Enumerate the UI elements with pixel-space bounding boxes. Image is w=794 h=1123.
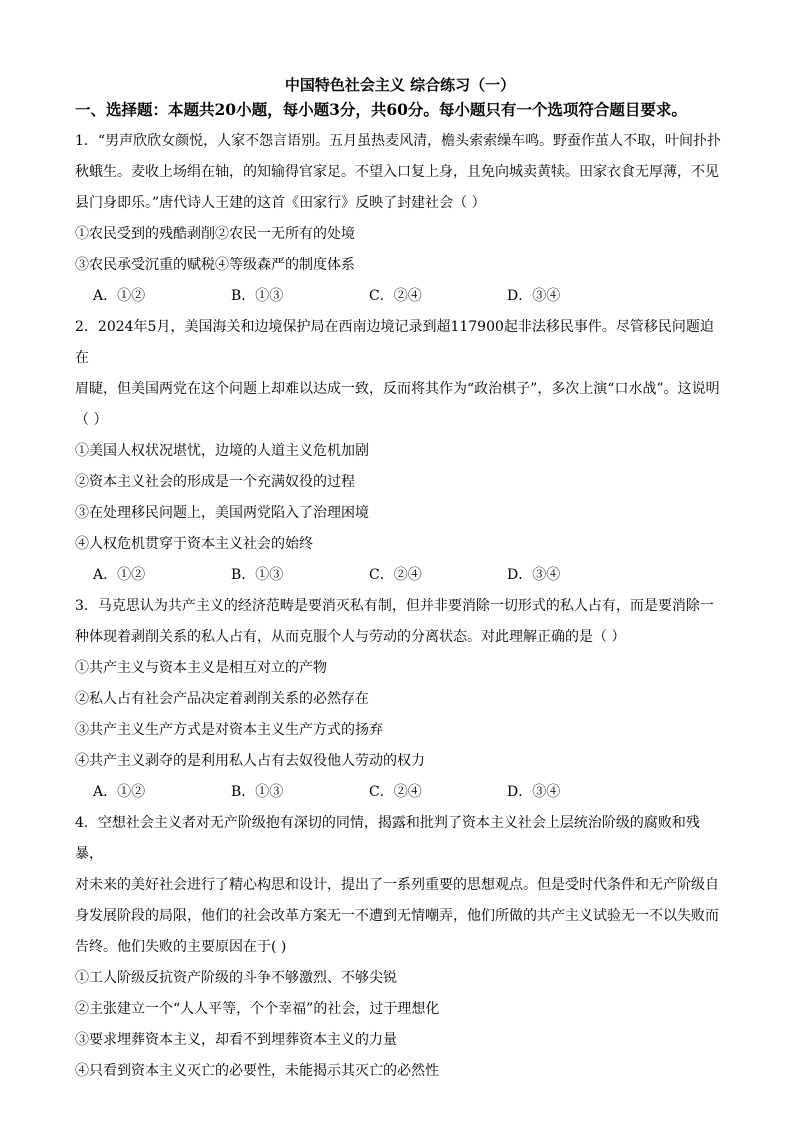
statement-option: ①农民受到的残酷剥削②农民一无所有的处境	[75, 226, 355, 242]
answer-choice: A．①②	[93, 567, 146, 583]
answer-choice: A．①②	[93, 288, 146, 304]
answer-choice: C．②④	[369, 784, 422, 800]
question-stem-line: 身发展阶段的局限，他们的社会改革方案无一不遭到无情嘲弄，他们所做的共产主义试验无一不以失败而	[75, 908, 719, 924]
question-stem-line: 4．空想社会主义者对无产阶级抱有深切的同情，揭露和批判了资本主义社会上层统治阶级的腐败和残暴，	[75, 815, 700, 862]
question-list	[75, 126, 725, 1087]
section-heading: 一、选择题：本题共20小题，每小题3分，共60分。每小题只有一个选项符合题目要求。	[75, 100, 687, 119]
statement-option: ②主张建立一个“人人平等，个个幸福”的社会，过于理想化	[75, 1001, 440, 1017]
page-title: 中国特色社会主义 综合练习（一）	[284, 76, 516, 94]
question-stem-line: 3．马克思认为共产主义的经济范畴是要消灭私有制，但并非要消除一切形式的私人占有，而是要消除一	[75, 598, 714, 614]
statement-option: ③要求埋葬资本主义，却看不到埋葬资本主义的力量	[75, 1032, 397, 1048]
page-content	[75, 74, 725, 1087]
question-stem-line: 种体现着剥削关系的私人占有，从而克服个人与劳动的分离状态。对此理解正确的是（ ）	[75, 629, 626, 645]
question-stem-line: 眉睫，但美国两党在这个问题上却难以达成一致，反而将其作为“政治棋子”，多次上演“口水战”。这说明	[75, 381, 720, 397]
statement-option: ①美国人权状况堪忧，边境的人道主义危机加剧	[75, 443, 369, 459]
question-stem-line: 对未来的美好社会进行了精心构思和设计，提出了一系列重要的思想观点。但是受时代条件和无产阶级自	[75, 877, 719, 893]
question-stem-line: 2．2024年5月，美国海关和边境保护局在西南边境记录到超117900起非法移民事件。尽管移民问题迫在	[75, 319, 714, 366]
answer-choice: C．②④	[369, 567, 422, 583]
question-2	[75, 312, 725, 591]
answer-choices	[75, 281, 725, 312]
question-stem-line: 县门身即乐。”唐代诗人王建的这首《田家行》反映了封建社会（ ）	[75, 195, 486, 211]
question-4	[75, 808, 725, 1087]
statement-option: ③在处理移民问题上，美国两党陷入了治理困境	[75, 505, 369, 521]
question-3	[75, 591, 725, 808]
statement-option: ④人权危机贯穿于资本主义社会的始终	[75, 536, 313, 552]
statement-option: ①工人阶级反抗资产阶级的斗争不够激烈、不够尖锐	[75, 970, 397, 986]
answer-choice: B．①③	[231, 784, 284, 800]
answer-choices	[75, 777, 725, 808]
statement-option: ②私人占有社会产品决定着剥削关系的必然存在	[75, 691, 369, 707]
answer-choice: D．③④	[507, 288, 561, 304]
answer-choice: C．②④	[369, 288, 422, 304]
question-stem-line: 1．“男声欣欣女颜悦，人家不怨言语别。五月虽热麦风清，檐头索索缲车鸣。野蚕作茧人不取，叶间扑扑	[75, 133, 722, 149]
question-stem-line: 告终。他们失败的主要原因在于( )	[75, 939, 287, 955]
answer-choices	[75, 560, 725, 591]
statement-option: ②资本主义社会的形成是一个充满奴役的过程	[75, 474, 355, 490]
answer-choice: A．①②	[93, 784, 146, 800]
question-1	[75, 126, 725, 312]
statement-option: ③农民承受沉重的赋税④等级森严的制度体系	[75, 257, 355, 273]
statement-option: ④共产主义剥夺的是利用私人占有去奴役他人劳动的权力	[75, 753, 425, 769]
answer-choice: D．③④	[507, 784, 561, 800]
answer-choice: B．①③	[231, 567, 284, 583]
answer-choice: B．①③	[231, 288, 284, 304]
statement-option: ①共产主义与资本主义是相互对立的产物	[75, 660, 327, 676]
answer-choice: D．③④	[507, 567, 561, 583]
question-stem-line: （ ）	[75, 412, 108, 428]
statement-option: ④只看到资本主义灭亡的必要性，未能揭示其灭亡的必然性	[75, 1063, 439, 1079]
statement-option: ③共产主义生产方式是对资本主义生产方式的扬弃	[75, 722, 383, 738]
question-stem-line: 秋蛾生。麦收上场绢在轴，的知输得官家足。不望入口复上身，且免向城卖黄犊。田家衣食无厚薄，不见	[75, 164, 719, 180]
